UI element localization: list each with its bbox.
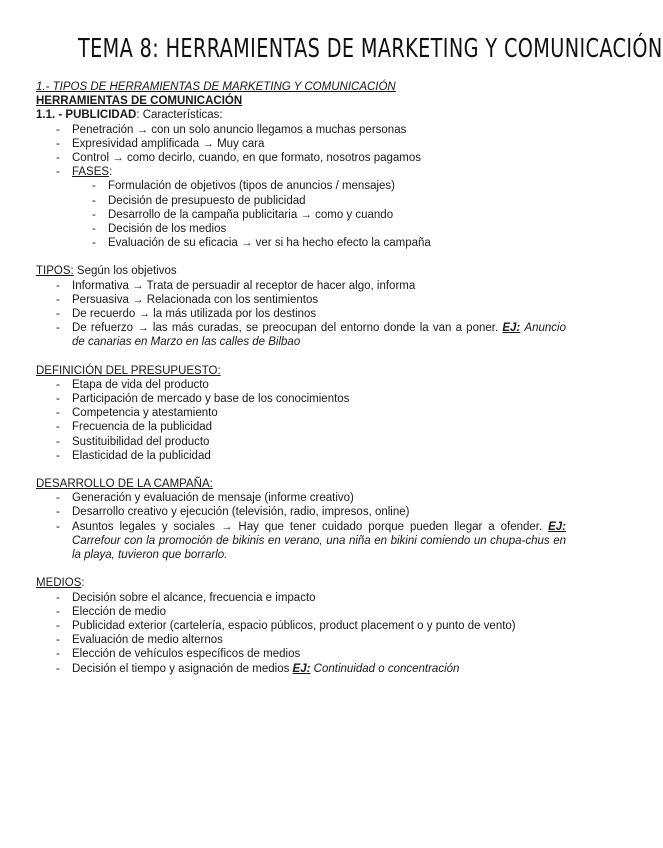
publicidad-list bbox=[36, 123, 566, 180]
list-item bbox=[36, 321, 566, 349]
section-heading: 1.- TIPOS DE HERRAMIENTAS DE MARKETING Y COMUNICACIÓN bbox=[36, 81, 396, 93]
fases-label: FASES bbox=[72, 166, 110, 179]
list-item: - Participación de mercado y base de los conocimientos bbox=[36, 392, 566, 406]
list-item: - Formulación de objetivos (tipos de anuncios / mensajes) bbox=[36, 179, 566, 193]
example-text: Anuncio de canarias en Marzo en las calles de Bilbao bbox=[72, 322, 566, 349]
list-item: - Publicidad exterior (cartelería, espacio públicos, product placement o y punto de vento) bbox=[36, 619, 566, 633]
example-text: Carrefour con la promoción de bikinis en verano, una niña en bikini comiendo un chupa-chus en la playa, tuvieron que borrarlo. bbox=[72, 534, 566, 562]
list-item: - Frecuencia de la publicidad bbox=[36, 420, 566, 434]
list-item-text: Asuntos legales y sociales → Hay que tener cuidado porque pueden llegar a ofender. bbox=[72, 520, 549, 533]
fases-list bbox=[36, 179, 566, 250]
campana-heading: DESARROLLO DE LA CAMPAÑA: bbox=[36, 478, 213, 491]
list-item: - Decisión sobre el alcance, frecuencia e impacto bbox=[36, 591, 566, 605]
list-item: - Etapa de vida del producto bbox=[36, 378, 566, 392]
medios-label: MEDIOS bbox=[36, 577, 82, 590]
list-item: - Decisión de los medios bbox=[36, 222, 566, 236]
list-item bbox=[36, 520, 566, 563]
list-item: - Competencia y atestamiento bbox=[36, 406, 566, 420]
list-item: - Informativa → Trata de persuadir al receptor de hacer algo, informa bbox=[36, 279, 566, 293]
subheading: HERRAMIENTAS DE COMUNICACIÓN bbox=[36, 95, 243, 108]
tipos-label: TIPOS: bbox=[36, 265, 74, 278]
example-label: EJ: bbox=[502, 322, 521, 335]
example-label: EJ: bbox=[548, 520, 566, 533]
publicidad-label: 1.1. - PUBLICIDAD bbox=[36, 109, 137, 122]
example-label: EJ: bbox=[292, 662, 311, 675]
presupuesto-heading: DEFINICIÓN DEL PRESUPUESTO: bbox=[36, 364, 221, 377]
list-item: - Elección de medio bbox=[36, 605, 566, 619]
list-item: - Sustituibilidad del producto bbox=[36, 435, 566, 449]
fases-item bbox=[36, 165, 566, 179]
tipos-list bbox=[36, 279, 566, 350]
tipos-heading bbox=[36, 264, 566, 278]
list-item: - Desarrollo de la campaña publicitaria → como y cuando bbox=[36, 208, 566, 222]
list-item: - Desarrollo creativo y ejecución (televisión, radio, impresos, online) bbox=[36, 505, 566, 519]
list-item: - Expresividad amplificada → Muy cara bbox=[36, 137, 566, 151]
campana-list bbox=[36, 491, 566, 562]
list-item: - Elección de vehículos específicos de medios bbox=[36, 647, 566, 661]
medios-list bbox=[36, 591, 566, 676]
list-item: - Evaluación de medio alternos bbox=[36, 633, 566, 647]
example-text: Continuidad o concentración bbox=[313, 662, 460, 675]
list-item: - Persuasiva → Relacionada con los sentimientos bbox=[36, 293, 566, 307]
list-item: - Control → como decirlo, cuando, en que formato, nosotros pagamos bbox=[36, 151, 566, 165]
document-body bbox=[36, 80, 566, 676]
medios-heading bbox=[36, 576, 566, 590]
list-item: - Generación y evaluación de mensaje (informe creativo) bbox=[36, 491, 566, 505]
list-item: - Penetración → con un solo anuncio llegamos a muchas personas bbox=[36, 123, 566, 137]
list-item-text: Decisión el tiempo y asignación de medios bbox=[72, 662, 293, 675]
list-item: - De recuerdo → la más utilizada por los destinos bbox=[36, 307, 566, 321]
list-item: - Elasticidad de la publicidad bbox=[36, 449, 566, 463]
list-item bbox=[36, 662, 566, 676]
tipos-rest: Según los objetivos bbox=[73, 265, 177, 278]
page-title: TEMA 8: HERRAMIENTAS DE MARKETING Y COMUNICACIÓN bbox=[78, 34, 663, 64]
list-item: - Evaluación de su eficacia → ver si ha hecho efecto la campaña bbox=[36, 236, 566, 250]
fases-colon: : bbox=[109, 166, 113, 179]
list-item: - Decisión de presupuesto de publicidad bbox=[36, 194, 566, 208]
presupuesto-list bbox=[36, 378, 566, 463]
publicidad-rest: : Características: bbox=[136, 109, 223, 122]
publicidad-heading bbox=[36, 108, 566, 122]
medios-colon: : bbox=[81, 577, 85, 590]
list-item-text: De refuerzo → las más curadas, se preocupan del entorno donde la van a poner. bbox=[72, 322, 503, 335]
